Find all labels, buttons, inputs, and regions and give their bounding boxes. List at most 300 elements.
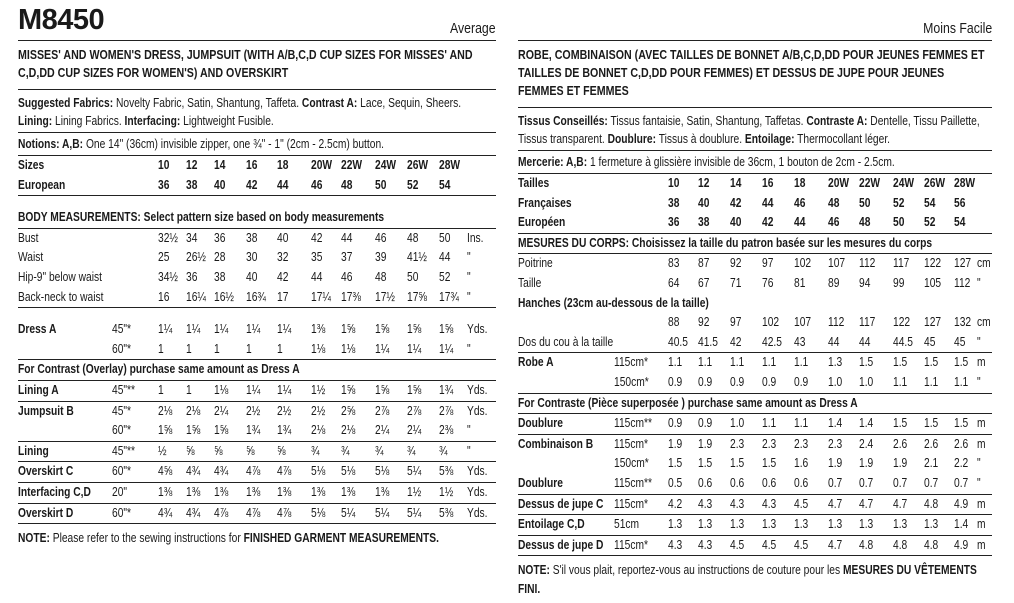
cell: 1.3 xyxy=(893,517,908,532)
cell: 38 xyxy=(246,230,258,245)
cell: 4.8 xyxy=(859,537,874,552)
fabric-width: 115cm* xyxy=(614,496,649,511)
row-label: Lining A xyxy=(18,382,59,397)
unit: " xyxy=(467,289,471,304)
cell: 2¼ xyxy=(375,423,390,438)
row-label: Taille xyxy=(518,275,542,290)
cell: 44 xyxy=(439,250,451,265)
cell: 122 xyxy=(893,315,911,330)
cell: 5⅛ xyxy=(311,505,326,520)
row-label: Tailles xyxy=(518,176,550,190)
cell: 2½ xyxy=(311,403,326,418)
cell: 64 xyxy=(668,275,680,290)
cell: 1.5 xyxy=(924,416,939,431)
cell: 22W xyxy=(341,158,363,172)
cell: 0.9 xyxy=(698,374,713,389)
cell: 4.3 xyxy=(698,496,713,511)
table-row xyxy=(518,333,992,354)
cell: 32 xyxy=(277,250,289,265)
cell: 92 xyxy=(698,315,710,330)
cell: 0.9 xyxy=(730,374,745,389)
cell: 54 xyxy=(954,215,966,230)
cell: 4.8 xyxy=(924,496,939,511)
cell: 44.5 xyxy=(893,334,913,349)
cell: 0.7 xyxy=(859,475,874,490)
cell: 1 xyxy=(186,382,192,397)
cell: 97 xyxy=(762,256,774,271)
table-row xyxy=(518,353,992,373)
row-label: Françaises xyxy=(518,195,572,210)
cell: 94 xyxy=(859,275,871,290)
cell: 16½ xyxy=(214,289,234,304)
cell: 97 xyxy=(730,315,742,330)
cell: 132 xyxy=(954,315,972,330)
cell: ⅝ xyxy=(246,443,255,458)
cell: 1.3 xyxy=(794,517,809,532)
cell: 4.8 xyxy=(893,537,908,552)
cell: ⅝ xyxy=(277,443,286,458)
cell: 52 xyxy=(407,177,419,192)
notions: Notions: A,B: One 14" (36cm) invisible zipper, one ¾" - 1" (2cm - 2.5cm) button. xyxy=(18,133,496,156)
cell: ¾ xyxy=(311,443,320,458)
cell: 2⅜ xyxy=(439,423,454,438)
cell: 1.9 xyxy=(668,436,683,451)
cell: 17¼ xyxy=(311,289,331,304)
fabric-width: 115cm* xyxy=(614,436,649,451)
cell: 48 xyxy=(341,177,353,192)
cell: 92 xyxy=(730,256,742,271)
unit: m xyxy=(977,496,986,511)
cell: 16¾ xyxy=(246,289,266,304)
table-row xyxy=(518,174,992,194)
cell: 1.3 xyxy=(924,517,939,532)
cell: 39 xyxy=(375,250,387,265)
unit: m xyxy=(977,537,986,552)
cell: 28 xyxy=(214,250,226,265)
note: NOTE: Please refer to the sewing instructions for FINISHED GARMENT MEASUREMENTS. xyxy=(18,531,439,546)
cell: 1.0 xyxy=(859,374,874,389)
table-row xyxy=(518,435,992,455)
cell: 1⅜ xyxy=(311,484,326,499)
cell: 1⅛ xyxy=(311,341,326,356)
cell: 2.3 xyxy=(794,436,809,451)
cell: 2⅛ xyxy=(186,403,201,418)
cell: 4⅞ xyxy=(246,464,261,479)
cell: 42 xyxy=(277,269,289,284)
pattern-code: M8450 xyxy=(18,4,105,36)
cell: 1¼ xyxy=(246,322,261,337)
cell: 0.9 xyxy=(794,374,809,389)
cell: 52 xyxy=(924,215,936,230)
cell: 4⅞ xyxy=(277,464,292,479)
cell: 4⅞ xyxy=(277,505,292,520)
cell: 112 xyxy=(828,315,845,330)
cell: 1.3 xyxy=(762,517,777,532)
cell: 1⅝ xyxy=(341,322,356,337)
cell: 4.3 xyxy=(698,537,713,552)
unit: m xyxy=(977,355,986,370)
cell: 1.1 xyxy=(668,355,683,370)
table-row xyxy=(18,268,496,288)
cell: 1.3 xyxy=(698,517,713,532)
cell: 20W xyxy=(311,158,333,172)
cell: 4.7 xyxy=(893,496,908,511)
cell: 0.6 xyxy=(698,475,713,490)
cell: 107 xyxy=(828,256,846,271)
cell: 1.1 xyxy=(924,374,939,389)
table-row xyxy=(18,229,496,249)
unit: Yds. xyxy=(467,505,488,520)
cell: 22W xyxy=(859,176,881,190)
cell: 89 xyxy=(828,275,840,290)
cell: 26W xyxy=(407,158,429,172)
cell: 2.3 xyxy=(730,436,745,451)
french-size-table xyxy=(518,174,992,556)
cell: 26½ xyxy=(186,250,206,265)
row-label: European xyxy=(18,177,66,192)
cell: 0.7 xyxy=(924,475,939,490)
cell: 1.4 xyxy=(859,416,874,431)
cell: 41.5 xyxy=(698,334,718,349)
row-label: Bust xyxy=(18,230,39,245)
row-label: Dessus de jupe D xyxy=(518,537,604,552)
cell: 1.1 xyxy=(730,355,745,370)
cell: 1.0 xyxy=(828,374,843,389)
unit: cm xyxy=(977,315,991,330)
table-row xyxy=(518,394,992,415)
cell: 1⅝ xyxy=(375,322,390,337)
cell: 1¼ xyxy=(277,322,292,337)
cell: 1.3 xyxy=(828,355,843,370)
table-row xyxy=(18,442,496,463)
cell: 0.5 xyxy=(668,475,683,490)
table-row xyxy=(18,340,496,361)
cell: 127 xyxy=(954,256,972,271)
cell: 1⅝ xyxy=(158,423,173,438)
unit: Ins. xyxy=(467,230,484,245)
cell: 30 xyxy=(246,250,258,265)
cell: 2.6 xyxy=(893,436,908,451)
cell: 1 xyxy=(277,341,283,356)
table-row xyxy=(18,462,496,483)
cell: 1.4 xyxy=(954,517,969,532)
cell: 76 xyxy=(762,275,774,290)
unit: " xyxy=(977,374,981,389)
cell: 1.9 xyxy=(828,456,843,471)
cell: 28W xyxy=(439,158,461,172)
table-row xyxy=(518,495,992,516)
cell: 112 xyxy=(859,256,876,271)
fabric-width: 45"** xyxy=(112,443,136,458)
english-column xyxy=(18,0,496,548)
cell: 10 xyxy=(158,158,170,172)
cell: 18 xyxy=(277,158,289,172)
cell: 1 xyxy=(186,341,192,356)
cell: 46 xyxy=(794,195,806,210)
cell: 1.5 xyxy=(924,355,939,370)
cell: 2⅝ xyxy=(341,403,356,418)
cell: 4¾ xyxy=(186,505,201,520)
cell: 1.0 xyxy=(730,416,745,431)
cell: 48 xyxy=(828,195,840,210)
cell: 1⅝ xyxy=(186,423,201,438)
row-label: Doublure xyxy=(518,475,563,490)
cell: 38 xyxy=(186,177,198,192)
unit: " xyxy=(467,250,471,265)
cell: 4.9 xyxy=(954,537,969,552)
cell: 1.3 xyxy=(730,517,745,532)
cell: ¾ xyxy=(375,443,384,458)
cell: 14 xyxy=(214,158,226,172)
cell: 127 xyxy=(924,315,942,330)
unit: m xyxy=(977,436,986,451)
cell: 1½ xyxy=(439,484,454,499)
cell: 107 xyxy=(794,315,812,330)
row-label: MESURES DU CORPS: Choisissez la taille du patron basée sur les mesures du corps xyxy=(518,235,933,250)
cell: 1.5 xyxy=(698,456,713,471)
table-row xyxy=(18,483,496,504)
cell: 18 xyxy=(794,176,806,190)
cell: 41½ xyxy=(407,250,427,265)
cell: 38 xyxy=(214,269,226,284)
cell: 17½ xyxy=(375,289,395,304)
cell: 5¼ xyxy=(407,505,422,520)
cell: 2.3 xyxy=(762,436,777,451)
table-row xyxy=(18,176,496,197)
cell: 4.5 xyxy=(794,496,809,511)
cell: 1 xyxy=(214,341,220,356)
cell: 50 xyxy=(375,177,387,192)
cell: 1 xyxy=(158,341,164,356)
cell: 50 xyxy=(439,230,451,245)
cell: ⅝ xyxy=(186,443,195,458)
cell: 4.7 xyxy=(828,496,843,511)
cell: 4.7 xyxy=(859,496,874,511)
cell: 46 xyxy=(828,215,840,230)
row-label: Lining xyxy=(18,443,49,458)
cell: 16 xyxy=(246,158,258,172)
cell: 1.4 xyxy=(828,416,843,431)
cell: 1.1 xyxy=(794,416,809,431)
cell: 34 xyxy=(186,230,198,245)
cell: 44 xyxy=(859,334,871,349)
cell: 1.9 xyxy=(893,456,908,471)
cell: 4.8 xyxy=(924,537,939,552)
row-label: Waist xyxy=(18,250,44,265)
cell: 1½ xyxy=(311,382,326,397)
cell: 4.5 xyxy=(730,537,745,552)
cell: 4.3 xyxy=(762,496,777,511)
cell: 5⅛ xyxy=(341,464,356,479)
fabric-width: 150cm* xyxy=(614,374,649,389)
cell: 46 xyxy=(375,230,387,245)
cell: 44 xyxy=(762,195,774,210)
cell: 2.4 xyxy=(859,436,874,451)
table-row xyxy=(518,515,992,536)
cell: 2.3 xyxy=(828,436,843,451)
cell: 56 xyxy=(954,195,966,210)
cell: 1⅜ xyxy=(375,484,390,499)
cell: 105 xyxy=(924,275,942,290)
row-label: Doublure xyxy=(518,416,563,431)
fabric-width: 20" xyxy=(112,484,128,499)
fabric-width: 45"* xyxy=(112,403,132,418)
suggested-fabrics: Suggested Fabrics: Novelty Fabric, Satin, Shantung, Taffeta. Contrast A: Lace, Sequin, Sheers. Lining: Lining Fabrics. Interfacing: Lightweight Fusible. xyxy=(18,90,496,133)
cell: 1⅝ xyxy=(341,382,356,397)
row-label: Entoilage C,D xyxy=(518,517,585,532)
pattern-title: MISSES' AND WOMEN'S DRESS, JUMPSUIT (WITH A/B,C,D CUP SIZES FOR MISSES' AND C,D,DD CUP SIZES FOR WOMEN'S) AND OVERSKIRT xyxy=(18,41,496,90)
cell: 0.7 xyxy=(893,475,908,490)
cell: 1 xyxy=(158,382,164,397)
table-row xyxy=(518,474,992,495)
cell: 1¾ xyxy=(246,423,261,438)
pattern-title-fr: ROBE, COMBINAISON (AVEC TAILLES DE BONNET A/B,C,D,DD POUR JEUNES FEMMES ET TAILLES DE BONNET C,D,DD POUR FEMMES) ET DESSUS DE JUPE POUR JEUNES FEMMES ET FEMMES xyxy=(518,41,992,108)
fabric-width: 150cm* xyxy=(614,456,649,471)
cell: 1.5 xyxy=(893,355,908,370)
cell: 42 xyxy=(762,215,774,230)
cell: 35 xyxy=(311,250,323,265)
cell: 1⅜ xyxy=(186,484,201,499)
cell: 1.1 xyxy=(954,374,969,389)
table-row xyxy=(18,402,496,422)
fabric-width: 60"* xyxy=(112,464,132,479)
cell: 4⅝ xyxy=(158,464,173,479)
cell: 44 xyxy=(311,269,323,284)
unit: " xyxy=(467,269,471,284)
fabric-width: 60"* xyxy=(112,423,132,438)
cell: 38 xyxy=(668,195,680,210)
cell: 50 xyxy=(859,195,871,210)
cell: 2⅞ xyxy=(375,403,390,418)
cell: 38 xyxy=(698,215,710,230)
cell: 45 xyxy=(954,334,966,349)
fabric-width: 115cm* xyxy=(614,537,649,552)
unit: Yds. xyxy=(467,484,488,499)
cell: 14 xyxy=(730,176,742,190)
table-row xyxy=(518,313,992,333)
cell: 10 xyxy=(668,176,680,190)
cell: 52 xyxy=(439,269,451,284)
cell: 1.5 xyxy=(954,416,969,431)
english-header xyxy=(18,0,496,41)
row-label: Overskirt C xyxy=(18,464,74,479)
cell: 4.3 xyxy=(730,496,745,511)
cell: 4¾ xyxy=(158,505,173,520)
cell: 4.9 xyxy=(954,496,969,511)
french-column xyxy=(518,0,992,599)
row-label: Dessus de jupe C xyxy=(518,496,604,511)
cell: 99 xyxy=(893,275,905,290)
row-label: For Contraste (Pièce superposée ) purchase same amount as Dress A xyxy=(518,395,858,410)
cell: 1⅜ xyxy=(246,484,261,499)
cell: 0.9 xyxy=(762,374,777,389)
cell: 4⅞ xyxy=(214,505,229,520)
cell: 24W xyxy=(375,158,397,172)
cell: 122 xyxy=(924,256,942,271)
cell: 5⅜ xyxy=(439,464,454,479)
cell: 81 xyxy=(794,275,806,290)
cell: 0.6 xyxy=(794,475,809,490)
cell: 16 xyxy=(158,289,170,304)
cell: 88 xyxy=(668,315,680,330)
row-label: Européen xyxy=(518,215,566,230)
cell: 1¼ xyxy=(158,322,173,337)
cell: 1¼ xyxy=(277,382,292,397)
table-row xyxy=(518,294,992,314)
cell: 0.9 xyxy=(668,416,683,431)
cell: 1.5 xyxy=(730,456,745,471)
table-row xyxy=(518,274,992,294)
cell: 1½ xyxy=(407,484,422,499)
row-label: Robe A xyxy=(518,355,554,370)
cell: 17¾ xyxy=(439,289,459,304)
row-label: Overskirt D xyxy=(18,505,74,520)
cell: 1.9 xyxy=(698,436,713,451)
cell: 5¼ xyxy=(341,505,356,520)
cell: 1.9 xyxy=(859,456,874,471)
cell: 1¼ xyxy=(439,341,454,356)
cell: 1.5 xyxy=(893,416,908,431)
table-row xyxy=(18,381,496,402)
cell: 43 xyxy=(794,334,806,349)
table-row xyxy=(18,288,496,309)
table-row xyxy=(18,504,496,525)
fabric-width: 51cm xyxy=(614,517,640,532)
cell: 36 xyxy=(214,230,226,245)
cell: 4.7 xyxy=(828,537,843,552)
cell: 46 xyxy=(311,177,323,192)
cell: 2¼ xyxy=(407,423,422,438)
unit: Yds. xyxy=(467,322,488,337)
table-row xyxy=(18,156,496,176)
cell: 46 xyxy=(341,269,353,284)
cell: 5¼ xyxy=(407,464,422,479)
cell: 34½ xyxy=(158,269,178,284)
cell: 44 xyxy=(277,177,289,192)
row-label: Sizes xyxy=(18,158,45,172)
unit: " xyxy=(467,423,471,438)
row-label: Interfacing C,D xyxy=(18,484,91,499)
unit: Yds. xyxy=(467,382,488,397)
cell: 1.3 xyxy=(668,517,683,532)
row-label: For Contrast (Overlay) purchase same amount as Dress A xyxy=(18,362,300,377)
table-row xyxy=(18,421,496,442)
cell: 0.9 xyxy=(698,416,713,431)
cell: 1⅛ xyxy=(214,382,229,397)
cell: 20W xyxy=(828,176,850,190)
row-label: Dos du cou à la taille xyxy=(518,334,614,349)
cell: 40.5 xyxy=(668,334,688,349)
row-label: Poitrine xyxy=(518,256,553,271)
cell: 40 xyxy=(214,177,226,192)
cell: 32½ xyxy=(158,230,178,245)
cell: 1⅜ xyxy=(311,322,326,337)
cell: 102 xyxy=(762,315,780,330)
cell: 40 xyxy=(277,230,289,245)
cell: 5¼ xyxy=(375,505,390,520)
cell: 42 xyxy=(311,230,323,245)
cell: 1⅝ xyxy=(375,382,390,397)
cell: 36 xyxy=(158,177,170,192)
cell: 36 xyxy=(668,215,680,230)
cell: 117 xyxy=(859,315,876,330)
cell: 2½ xyxy=(246,403,261,418)
cell: 1¼ xyxy=(407,341,422,356)
cell: 28W xyxy=(954,176,976,190)
cell: 17⅜ xyxy=(341,289,361,304)
cell: 1⅝ xyxy=(214,423,229,438)
cell: 1⅜ xyxy=(341,484,356,499)
